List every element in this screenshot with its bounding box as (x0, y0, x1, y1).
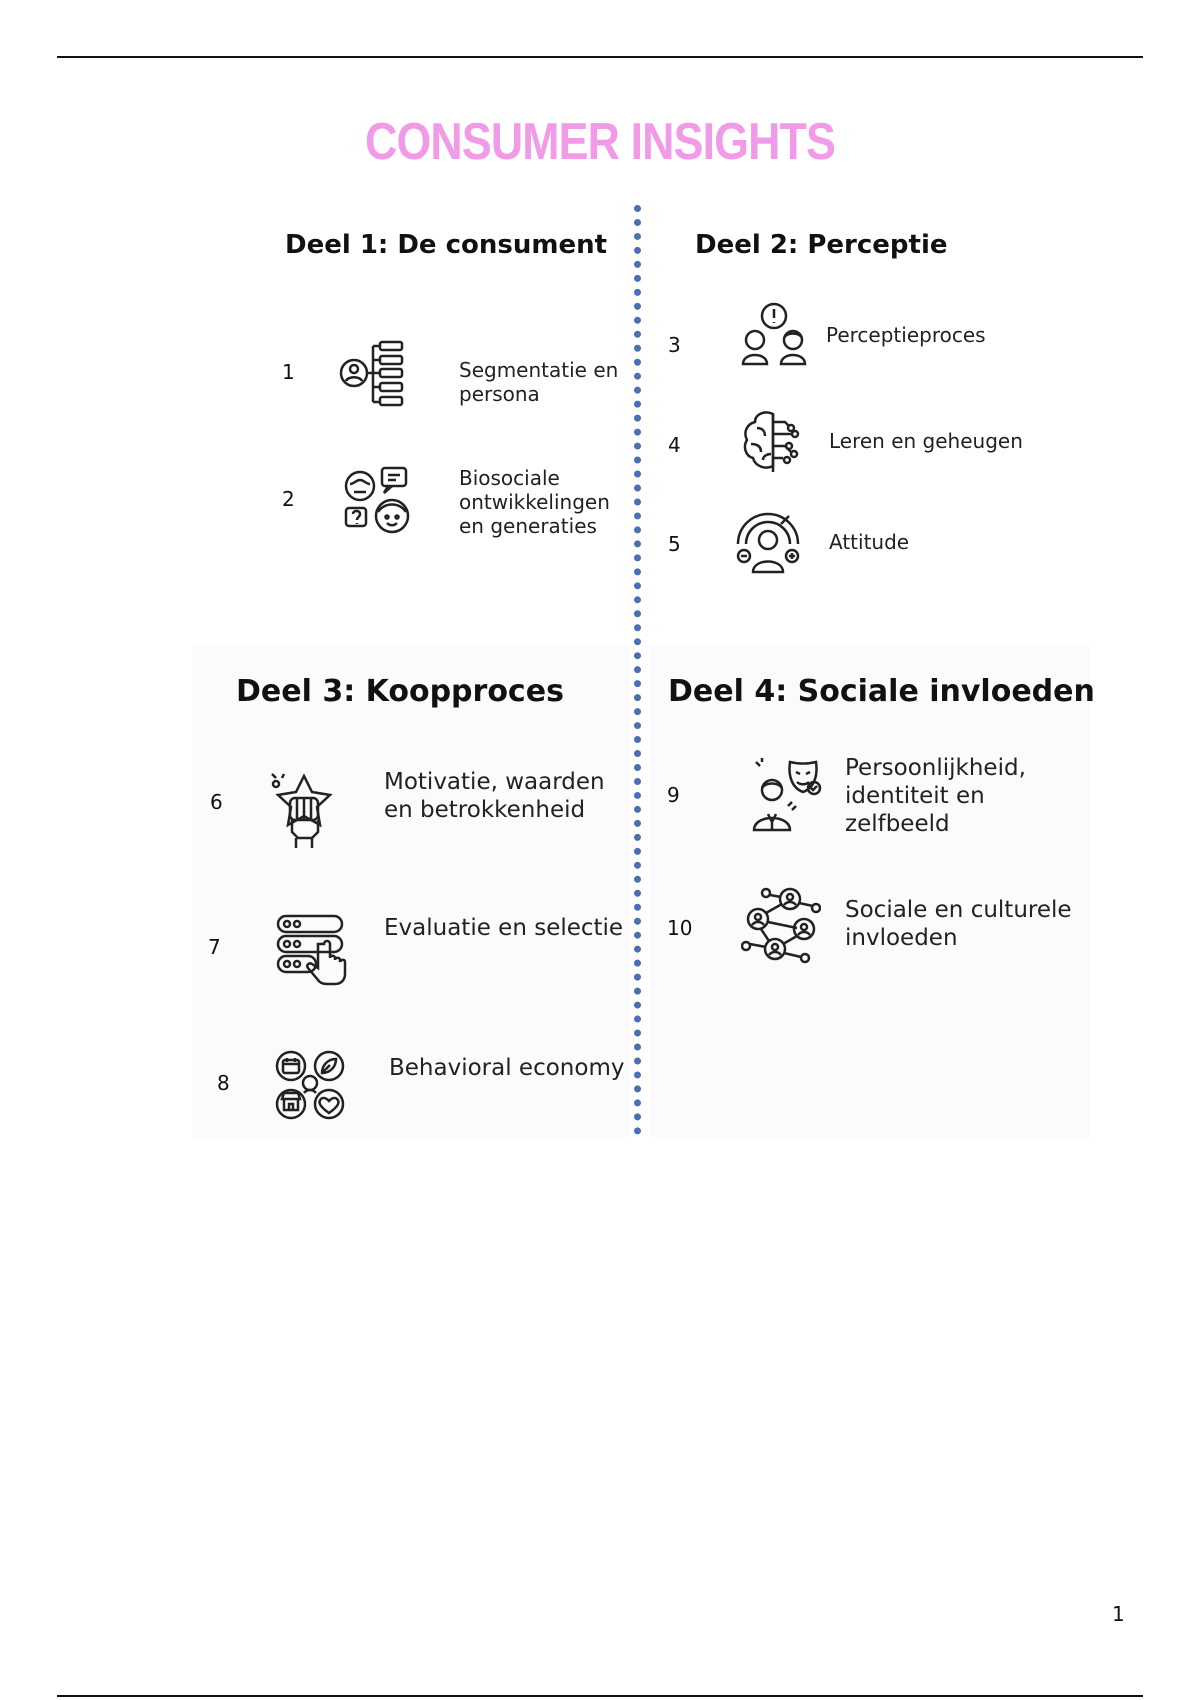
section-4-heading: Deel 4: Sociale invloeden (668, 674, 1095, 709)
person-masks-icon (752, 756, 824, 832)
item-5-number: 5 (668, 532, 681, 556)
item-9-label: Persoonlijkheid, identiteit en zelfbeeld (845, 755, 1026, 837)
item-8-number: 8 (217, 1071, 230, 1095)
item-2-number: 2 (282, 487, 295, 511)
generations-chat-icon (340, 464, 412, 536)
item-8-label: Behavioral economy (389, 1055, 625, 1081)
org-chart-person-icon (338, 338, 408, 408)
column-divider (634, 205, 641, 1135)
item-4-label: Leren en geheugen (829, 429, 1023, 453)
item-7-label: Evaluatie en selectie (384, 915, 624, 941)
fist-star-icon (268, 770, 340, 850)
section-2-heading: Deel 2: Perceptie (695, 230, 948, 260)
section-1-heading: Deel 1: De consument (285, 230, 608, 260)
people-alert-icon (739, 302, 809, 366)
item-5-label: Attitude (829, 530, 910, 554)
page-title: CONSUMER INSIGHTS (365, 113, 835, 171)
behavior-circles-icon (274, 1049, 348, 1121)
item-2-label: Biosociale ontwikkelingen en generaties (459, 466, 610, 538)
page-number: 1 (1112, 1602, 1125, 1626)
social-network-icon (741, 886, 821, 966)
section-3-heading: Deel 3: Koopproces (236, 674, 564, 709)
top-rule (57, 56, 1143, 58)
item-1-label: Segmentatie en persona (459, 358, 619, 406)
item-10-number: 10 (667, 916, 693, 940)
item-1-number: 1 (282, 360, 295, 384)
item-6-label: Motivatie, waarden en betrokkenheid (384, 769, 605, 823)
item-7-number: 7 (208, 935, 221, 959)
brain-circuit-icon (739, 408, 809, 476)
item-9-number: 9 (667, 783, 680, 807)
item-4-number: 4 (668, 433, 681, 457)
gauge-person-icon (733, 508, 803, 574)
item-3-label: Perceptieproces (826, 323, 986, 347)
select-options-hand-icon (276, 914, 352, 986)
bottom-rule (57, 1695, 1143, 1697)
item-6-number: 6 (210, 790, 223, 814)
item-10-label: Sociale en culturele invloeden (845, 897, 1072, 951)
section-4-panel (650, 645, 1090, 1137)
item-3-number: 3 (668, 333, 681, 357)
